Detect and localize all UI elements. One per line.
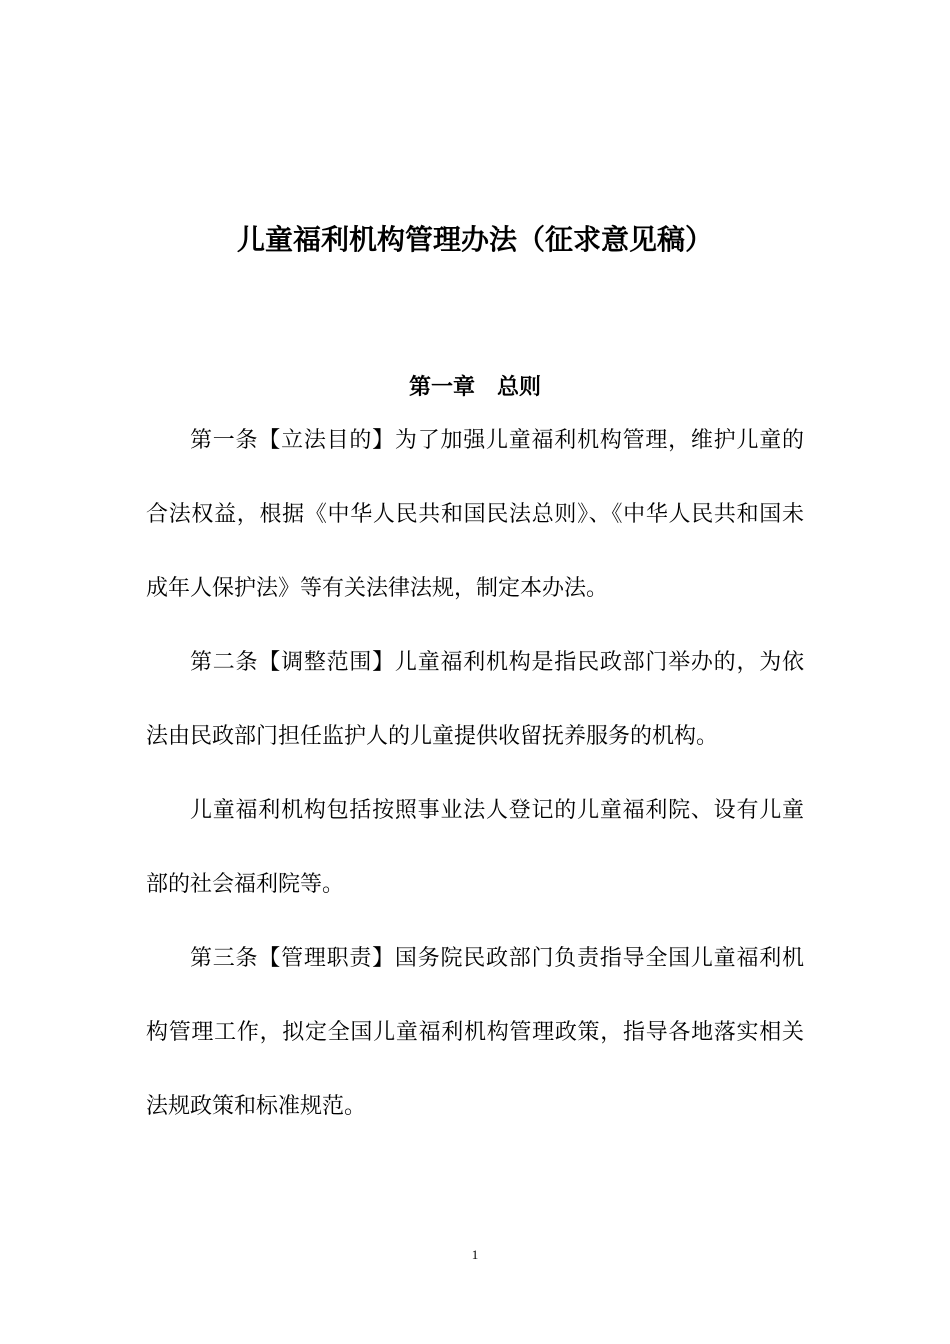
article-1-heading: 第一条【立法目的】	[190, 428, 395, 453]
document-body	[146, 404, 804, 1144]
article-2	[146, 626, 804, 774]
article-2-text: 儿童福利机构是指民政部门举办的，为依法由民政部门担任监护人的儿童提供收留抚养服务的机构。	[146, 650, 804, 749]
document-title: 儿童福利机构管理办法（征求意见稿）	[236, 223, 713, 256]
article-1-text: 为了加强儿童福利机构管理，维护儿童的合法权益，根据《中华人民共和国民法总则》、《中华人民共和国未成年人保护法》等有关法律法规，制定本办法。	[146, 428, 804, 601]
article-3	[146, 922, 804, 1144]
article-1	[146, 404, 804, 626]
article-3-text: 国务院民政部门负责指导全国儿童福利机构管理工作，拟定全国儿童福利机构管理政策，指导各地落实相关法规政策和标准规范。	[146, 946, 804, 1119]
article-3-heading: 第三条【管理职责】	[190, 946, 395, 971]
article-2-continuation	[146, 774, 804, 922]
article-2-continuation-text: 儿童福利机构包括按照事业法人登记的儿童福利院、设有儿童部的社会福利院等。	[146, 798, 804, 897]
page-number: 1	[471, 1247, 479, 1262]
article-2-heading: 第二条【调整范围】	[190, 650, 395, 675]
chapter-heading: 第一章 总则	[408, 375, 541, 400]
